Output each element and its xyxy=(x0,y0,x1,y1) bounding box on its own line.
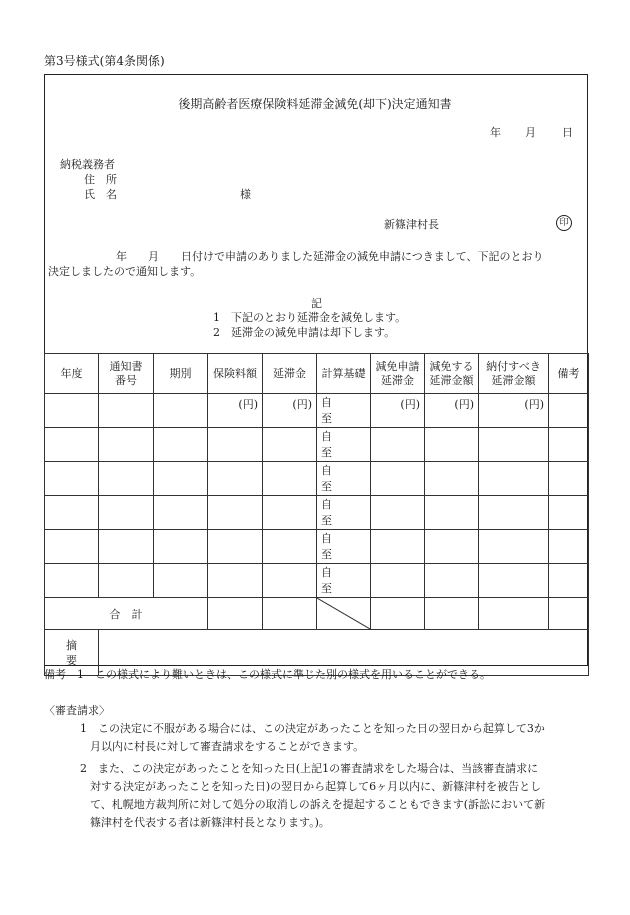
table-row xyxy=(45,462,589,496)
cell-calc: 自 至 xyxy=(317,394,371,428)
table-header-row xyxy=(45,354,589,394)
body-month: 月 xyxy=(148,250,159,263)
diagonal-line xyxy=(317,598,370,629)
header-kibetsu: 期別 xyxy=(154,354,208,394)
appeal-item2-line3: て、札幌地方裁判所に対して処分の取消しの訴えを提起することもできます(訴訟において新 xyxy=(90,798,546,811)
cell-calc: 自 至 xyxy=(317,530,371,564)
header-keisan-kiso: 計算基礎 xyxy=(317,354,371,394)
cell-yen: (円) xyxy=(371,394,425,428)
table-row xyxy=(45,530,589,564)
cell-yen: (円) xyxy=(425,394,479,428)
cell xyxy=(154,394,208,428)
appeal-item2-line4: 篠津村を代表する者は新篠津村長となります。)。 xyxy=(90,816,330,829)
seal-mark: 印 xyxy=(556,215,572,231)
header-tsuchisho-bango: 通知書 番号 xyxy=(99,354,154,394)
total-row xyxy=(45,598,589,630)
document-title: 後期高齢者医療保険料延滞金減免(却下)決定通知書 xyxy=(178,97,452,111)
header-biko: 備考 xyxy=(549,354,589,394)
header-genmen-gaku: 減免する 延滞金額 xyxy=(425,354,479,394)
item-1: 1 下記のとおり延滞金を減免します。 xyxy=(213,311,407,324)
date-day: 日 xyxy=(562,126,573,139)
table-row xyxy=(45,394,589,428)
cell xyxy=(45,394,99,428)
table-row xyxy=(45,496,589,530)
date-year: 年 xyxy=(490,126,501,139)
table-row xyxy=(45,428,589,462)
body-year: 年 xyxy=(116,250,127,263)
header-hokenryo: 保険料額 xyxy=(208,354,263,394)
cell-yen: (円) xyxy=(479,394,549,428)
cell-yen: (円) xyxy=(263,394,317,428)
cell xyxy=(99,394,154,428)
sama-label: 様 xyxy=(240,188,251,201)
diagonal-cell xyxy=(317,598,371,630)
cell-calc: 自 至 xyxy=(317,496,371,530)
table-row xyxy=(45,564,589,598)
cell xyxy=(549,394,589,428)
appeal-item1-line1: 1 この決定に不服がある場合には、この決定があったことを知った日の翌日から起算して3か xyxy=(80,722,545,735)
total-label: 合 計 xyxy=(45,598,208,630)
appeal-item2-line1: 2 また、この決定があったことを知った日(上記1の審査請求をした場合は、当該審査請求に xyxy=(80,762,539,775)
name-label: 氏 名 xyxy=(84,188,117,201)
ki-label: 記 xyxy=(311,297,322,310)
appeal-item2-line2: 対する決定があったことを知った日)の翌日から起算して6ヶ月以内に、新篠津村を被告とし xyxy=(90,780,542,793)
cell-yen: (円) xyxy=(208,394,263,428)
cell-calc: 自 至 xyxy=(317,564,371,598)
cell-calc: 自 至 xyxy=(317,428,371,462)
header-genmen-shinsei: 減免申請 延滞金 xyxy=(371,354,425,394)
issuer-name: 新篠津村長 xyxy=(384,218,439,231)
item-2: 2 延滞金の減免申請は却下します。 xyxy=(213,326,396,339)
body-text-line1: 日付けで申請のありました延滞金の減免申請につきまして、下記のとおり xyxy=(181,250,544,263)
tekiyo-label: 摘 要 xyxy=(45,630,99,676)
taxpayer-heading: 納税義務者 xyxy=(60,158,115,171)
detail-table xyxy=(44,353,589,676)
date-month: 月 xyxy=(525,126,536,139)
body-text-line2: 決定しましたので通知します。 xyxy=(48,265,202,278)
header-nofu-gaku: 納付すべき 延滞金額 xyxy=(479,354,549,394)
header-entaikin: 延滞金 xyxy=(263,354,317,394)
appeal-heading: 〈審査請求〉 xyxy=(44,704,110,717)
header-nendo: 年度 xyxy=(45,354,99,394)
form-number: 第3号様式(第4条関係) xyxy=(44,54,165,68)
address-label: 住 所 xyxy=(84,173,117,186)
appeal-item1-line2: 月以内に村長に対して審査請求をすることができます。 xyxy=(90,740,365,753)
remarks: 備考 1 この様式により難いときは、この様式に準じた別の様式を用いることができる。 xyxy=(44,668,491,681)
cell-calc: 自 至 xyxy=(317,462,371,496)
